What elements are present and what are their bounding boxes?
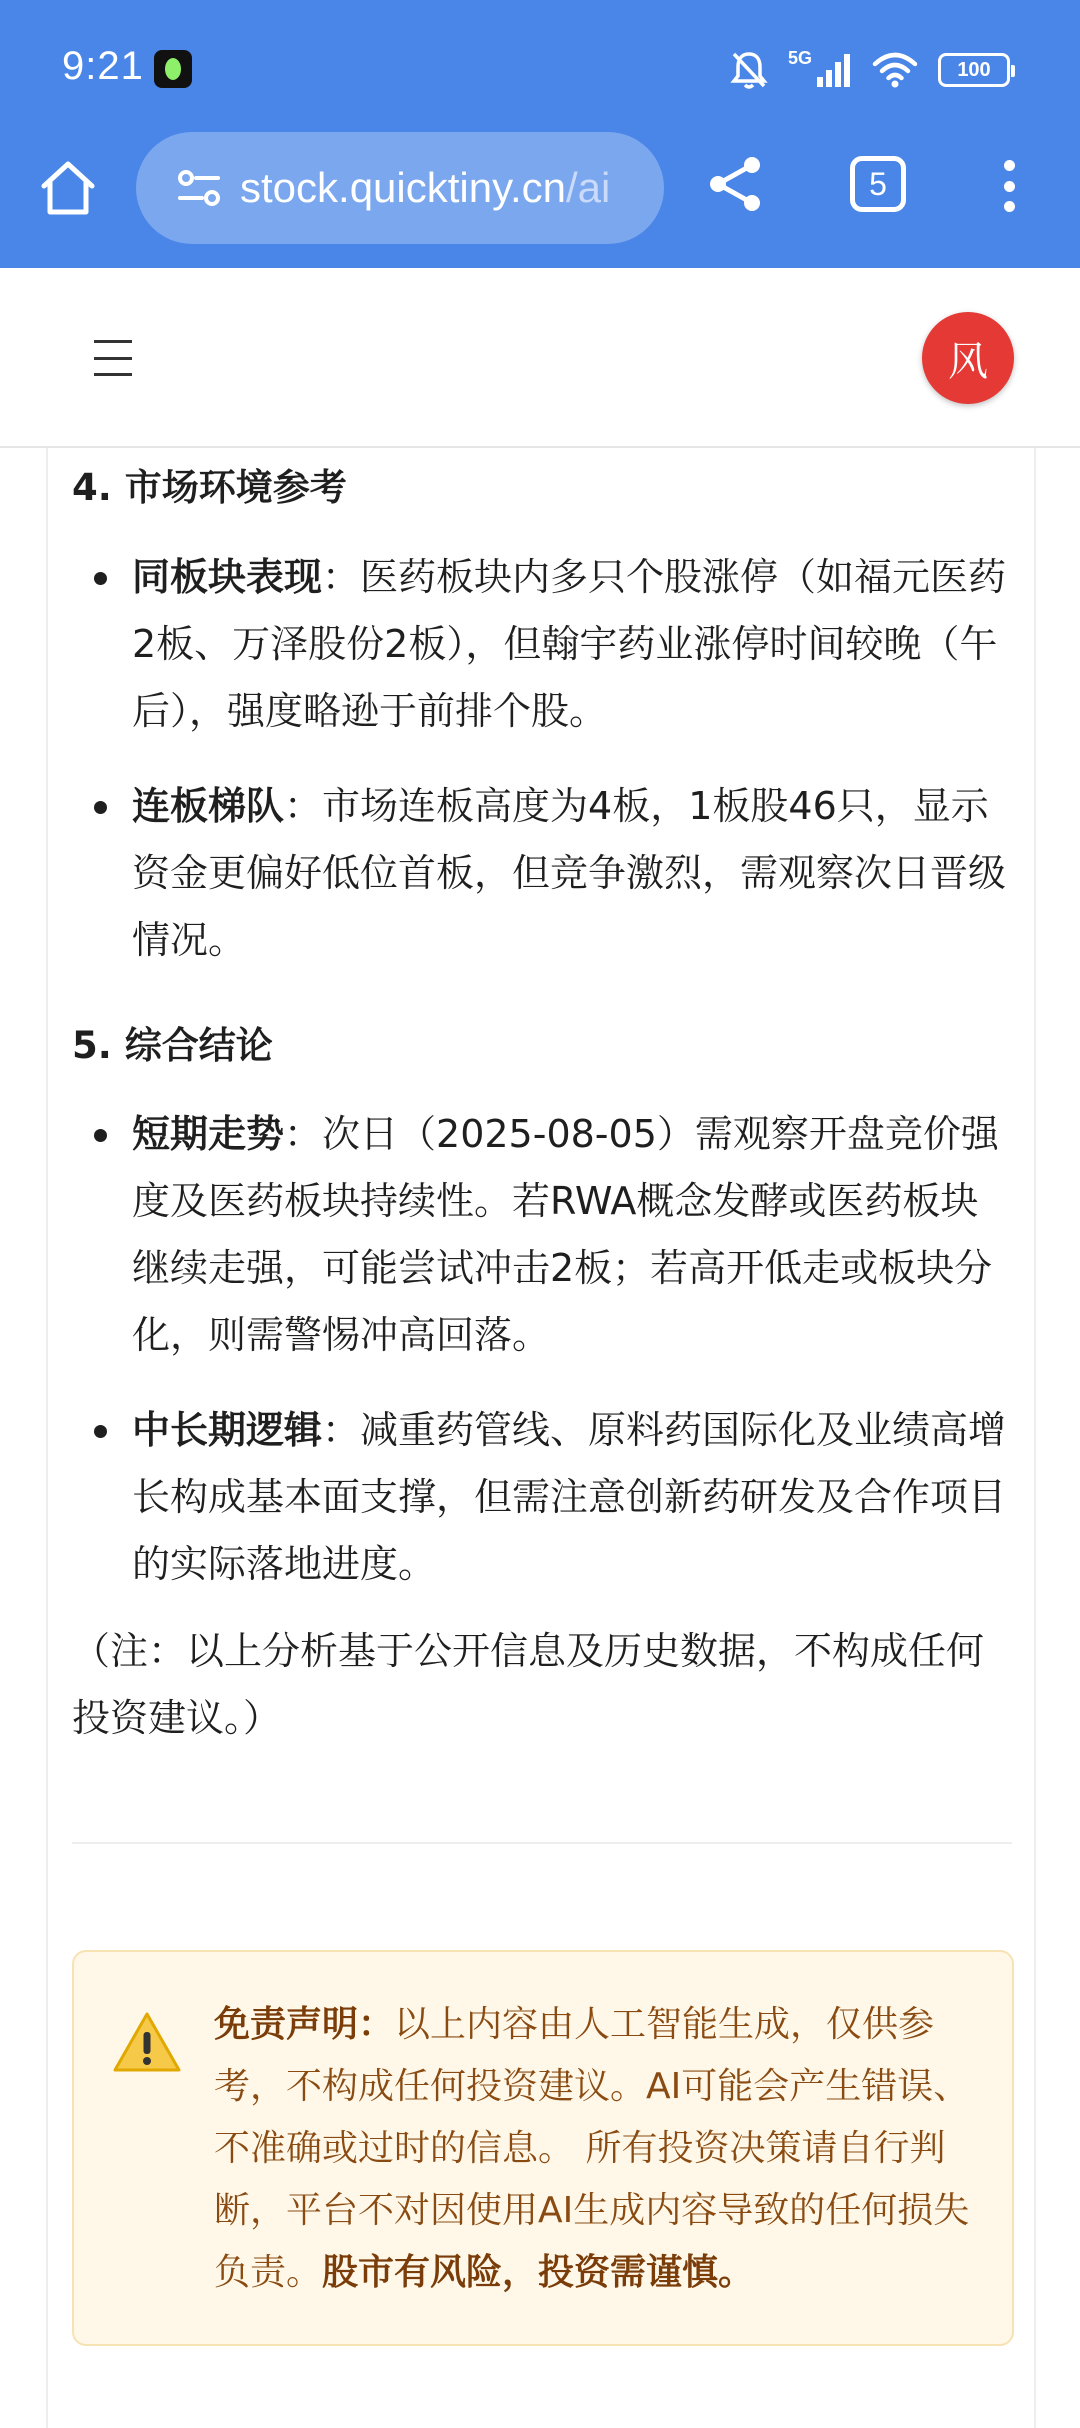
battery-level: 100 — [957, 58, 991, 81]
section-title: 5. 综合结论 — [72, 1023, 273, 1067]
network-type: 5G — [787, 48, 812, 68]
disclaimer-text: 免责声明：以上内容由人工智能生成，仅供参考，不构成任何投资建议。AI可能会产生错误、不准确或过时的信息。 所有投资决策请自行判断，平台不对因使用AI生成内容导致的任何损失负责。股市有风险，投资需谨慎。 — [214, 2004, 970, 2293]
bullet-list — [72, 1101, 1012, 1598]
status-time: 9:21 — [62, 44, 144, 88]
hamburger-menu-icon[interactable] — [94, 340, 132, 376]
notification-app-icon — [154, 50, 192, 88]
address-bar[interactable] — [136, 132, 664, 244]
analysis-note: （注：以上分析基于公开信息及历史数据，不构成任何投资建议。） — [72, 1629, 985, 1740]
browser-toolbar — [0, 130, 1080, 250]
browser-chrome — [0, 0, 1080, 268]
list-item: 中长期逻辑：减重药管线、原料药国际化及业绩高增长构成基本面支撑，但需注意创新药研发及合作项目的实际落地进度。 — [72, 1397, 1012, 1598]
url-text[interactable]: stock.quicktiny.cn/ai — [240, 164, 611, 211]
tab-switcher-button[interactable]: 5 — [850, 156, 906, 212]
status-bar — [0, 0, 1080, 140]
list-item: 连板梯队：市场连板高度为4板，1板股46只，显示资金更偏好低位首板，但竞争激烈，需观察次日晋级情况。 — [72, 773, 1012, 974]
status-icons — [730, 46, 1010, 94]
site-settings-icon[interactable] — [176, 165, 222, 211]
site-header — [0, 268, 1080, 448]
battery-icon — [938, 53, 1010, 87]
more-menu-icon[interactable] — [994, 154, 1024, 218]
disclaimer-box — [72, 1950, 1014, 2346]
home-icon[interactable] — [36, 156, 100, 220]
wifi-icon — [872, 52, 918, 88]
divider — [72, 1842, 1012, 1844]
mute-bell-icon — [730, 50, 768, 90]
bullet-list — [72, 544, 1012, 974]
section-title: 4. 市场环境参考 — [72, 466, 347, 509]
analysis-body — [72, 448, 1012, 1844]
list-item: 同板块表现：医药板块内多只个股涨停（如福元医药2板、万泽股份2板），但翰宇药业涨停时间较晚（午后），强度略逊于前排个股。 — [72, 544, 1012, 745]
analysis-content — [46, 448, 1036, 2428]
cell-signal-icon — [816, 53, 852, 87]
user-avatar[interactable]: 风 — [922, 312, 1014, 404]
list-item: 短期走势：次日（2025-08-05）需观察开盘竞价强度及医药板块持续性。若RWA概念发酵或医药板块继续走强，可能尝试冲击2板；若高开低走或板块分化，则需警惕冲高回落。 — [72, 1101, 1012, 1369]
warning-icon — [112, 2010, 182, 2074]
share-icon[interactable] — [704, 152, 768, 216]
